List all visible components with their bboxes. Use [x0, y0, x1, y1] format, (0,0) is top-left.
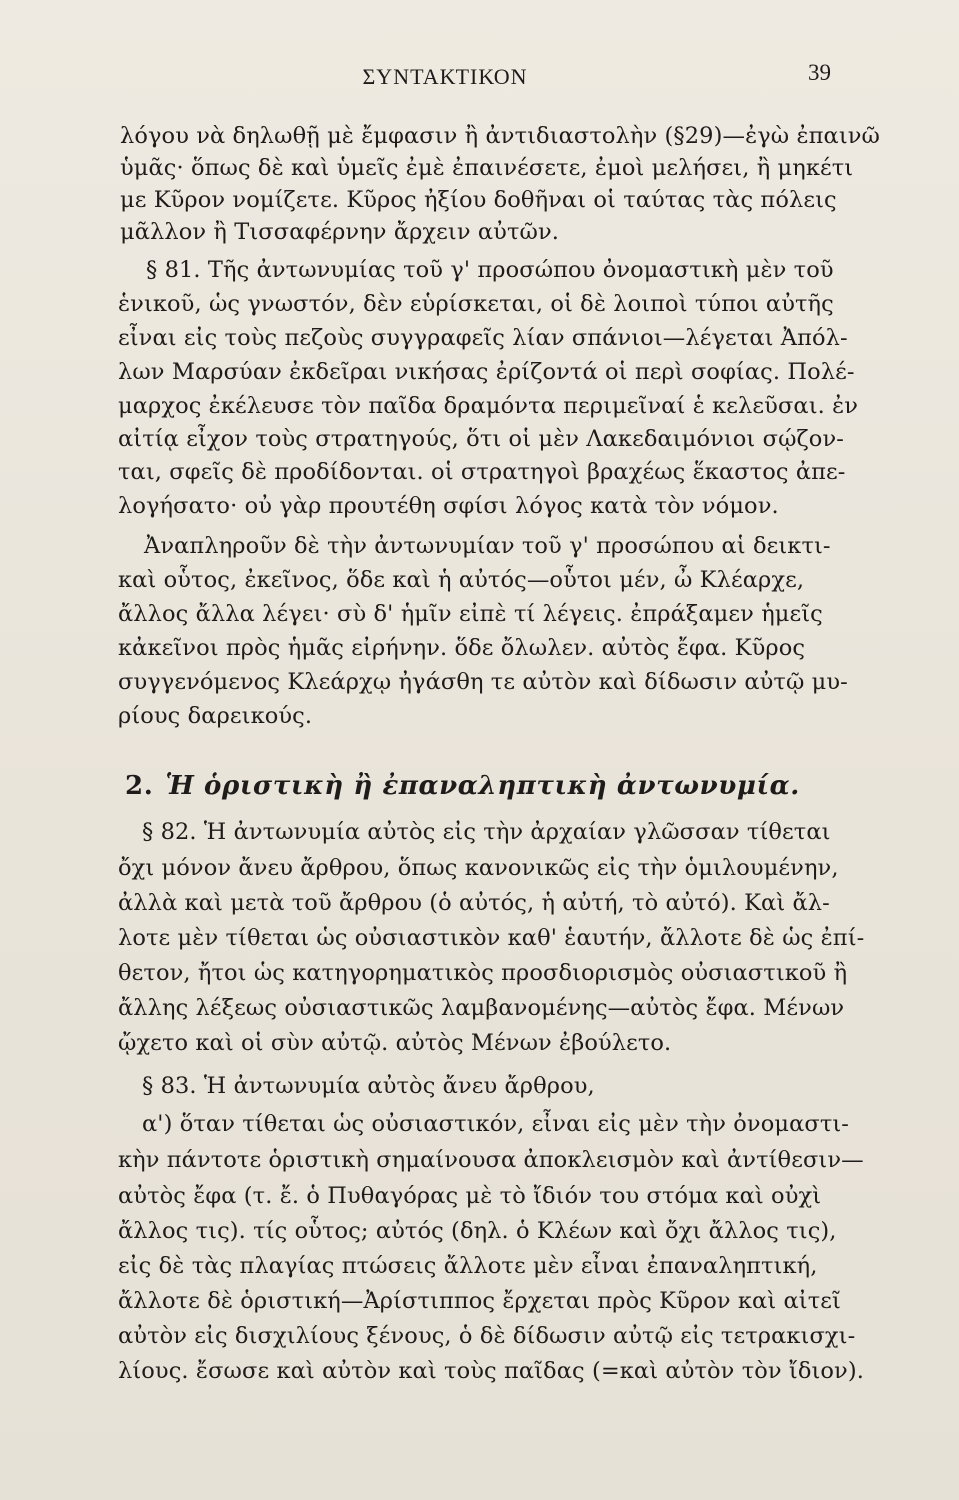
text-line: καὶ οὗτος, ἐκεῖνος, ὅδε καὶ ἡ αὐτός—οὗτοι μέν, ὦ Κλέαρχε,: [118, 567, 805, 593]
text-line: ἄλλης λέξεως οὐσιαστικῶς λαμβανομένης—αὐτὸς ἔφα. Μένων: [118, 995, 845, 1021]
text-line: εἰς δὲ τὰς πλαγίας πτώσεις ἄλλοτε μὲν εἶναι ἐπαναληπτική,: [118, 1253, 818, 1279]
text-line: ᾤχετο καὶ οἱ σὺν αὐτῷ. αὐτὸς Μένων ἐβούλετο.: [118, 1030, 672, 1056]
text-line: λίους. ἔσωσε καὶ αὐτὸν καὶ τοὺς παῖδας (=καὶ αὐτὸν τὸν ἴδιον).: [118, 1358, 864, 1384]
text-line: λοτε μὲν τίθεται ὡς οὐσιαστικὸν καθ' ἑαυτήν, ἄλλοτε δὲ ὡς ἐπί-: [118, 925, 865, 951]
text-line: λων Μαρσύαν ἐκδεῖραι νικήσας ἐρίζοντά οἱ περὶ σοφίας. Πολέ-: [118, 359, 855, 385]
text-line: εἶναι εἰς τοὺς πεζοὺς συγγραφεῖς λίαν σπάνιοι—λέγεται Ἀπόλ-: [118, 325, 848, 351]
text-line: ρίους δαρεικούς.: [118, 703, 313, 729]
text-line: λόγου νὰ δηλωθῇ μὲ ἔμφασιν ἢ ἀντιδιαστολὴν (§29)—ἐγὼ ἐπαινῶ: [120, 123, 880, 149]
text-line: ἀλλὰ καὶ μετὰ τοῦ ἄρθρου (ὁ αὐτός, ἡ αὐτή, τὸ αὐτό). Καὶ ἄλ-: [118, 890, 830, 916]
text-line: ἄλλος τις). τίς οὗτος; αὐτός (δηλ. ὁ Κλέων καὶ ὄχι ἄλλος τις),: [118, 1218, 837, 1244]
text-line: μᾶλλον ἢ Τισσαφέρνην ἄρχειν αὐτῶν.: [120, 219, 559, 245]
section-heading-text: Ἡ ὁριστικὴ ἢ ἐπαναληπτικὴ ἀντωνυμία.: [165, 771, 800, 801]
section-heading-number: 2.: [125, 771, 154, 801]
text-line: συγγενόμενος Κλεάρχῳ ἠγάσθη τε αὐτὸν καὶ δίδωσιν αὐτῷ μυ-: [118, 669, 848, 695]
text-line: ὑμᾶς· ὅπως δὲ καὶ ὑμεῖς ἐμὲ ἐπαινέσετε, ἐμοὶ μελήσει, ἢ μηκέτι: [120, 155, 854, 181]
text-line: κὴν πάντοτε ὁριστικὴ σημαίνουσα ἀποκλεισμὸν καὶ ἀντίθεσιν—: [118, 1147, 864, 1173]
text-line: λογήσατο· οὐ γὰρ προυτέθη σφίσι λόγος κατὰ τὸν νόμον.: [118, 493, 779, 519]
text-line: αὐτὸν εἰς δισχιλίους ξένους, ὁ δὲ δίδωσιν αὐτῷ εἰς τετρακισχι-: [118, 1323, 856, 1349]
text-line: θετον, ἤτοι ὡς κατηγορηματικὸς προσδιορισμὸς οὐσιαστικοῦ ἢ: [118, 960, 848, 986]
text-line: ὄχι μόνον ἄνευ ἄρθρου, ὅπως κανονικῶς εἰς τὴν ὁμιλουμένην,: [118, 855, 839, 881]
text-line: μαρχος ἐκέλευσε τὸν παῖδα δραμόντα περιμεῖναί ἑ κελεῦσαι. ἐν: [118, 393, 859, 419]
text-line: κἀκεῖνοι πρὸς ἡμᾶς εἰρήνην. ὅδε ὄλωλεν. αὐτὸς ἔφα. Κῦρος: [118, 635, 806, 661]
text-line: ἄλλοτε δὲ ὁριστική—Ἀρίστιππος ἔρχεται πρὸς Κῦρον καὶ αἰτεῖ: [118, 1288, 841, 1314]
section-heading: [125, 766, 895, 806]
page-number: 39: [808, 60, 831, 85]
running-head: ΣΥΝΤΑΚΤΙΚΟΝ: [362, 64, 528, 89]
text-line: ἑνικοῦ, ὡς γνωστόν, δὲν εὑρίσκεται, οἱ δὲ λοιποὶ τύποι αὐτῆς: [118, 291, 834, 317]
text-line: α') ὅταν τίθεται ὡς οὐσιαστικόν, εἶναι εἰς μὲν τὴν ὀνομαστι-: [142, 1111, 849, 1137]
text-line: ται, σφεῖς δὲ προδίδονται. οἱ στρατηγοὶ βραχέως ἕκαστος ἀπε-: [118, 459, 846, 485]
text-line: αἰτίᾳ εἶχον τοὺς στρατηγούς, ὅτι οἱ μὲν Λακεδαιμόνιοι σῴζον-: [118, 426, 844, 452]
text-line: § 82. Ἡ ἀντωνυμία αὐτὸς εἰς τὴν ἀρχαίαν γλῶσσαν τίθεται: [142, 819, 831, 845]
text-line: αὐτὸς ἔφα (τ. ἔ. ὁ Πυθαγόρας μὲ τὸ ἴδιόν του στόμα καὶ οὐχὶ: [118, 1183, 822, 1209]
text-line: Ἀναπληροῦν δὲ τὴν ἀντωνυμίαν τοῦ γ' προσώπου αἱ δεικτι-: [144, 533, 831, 559]
text-line: ἄλλος ἄλλα λέγει· σὺ δ' ἡμῖν εἰπὲ τί λέγεις. ἐπράξαμεν ἡμεῖς: [118, 601, 823, 627]
text-line: § 83. Ἡ ἀντωνυμία αὐτὸς ἄνευ ἄρθρου,: [142, 1073, 595, 1099]
text-line: § 81. Τῆς ἀντωνυμίας τοῦ γ' προσώπου ὀνομαστικὴ μὲν τοῦ: [146, 257, 834, 283]
text-line: με Κῦρον νομίζετε. Κῦρος ἠξίου δοθῆναι οἱ ταύτας τὰς πόλεις: [120, 187, 837, 213]
